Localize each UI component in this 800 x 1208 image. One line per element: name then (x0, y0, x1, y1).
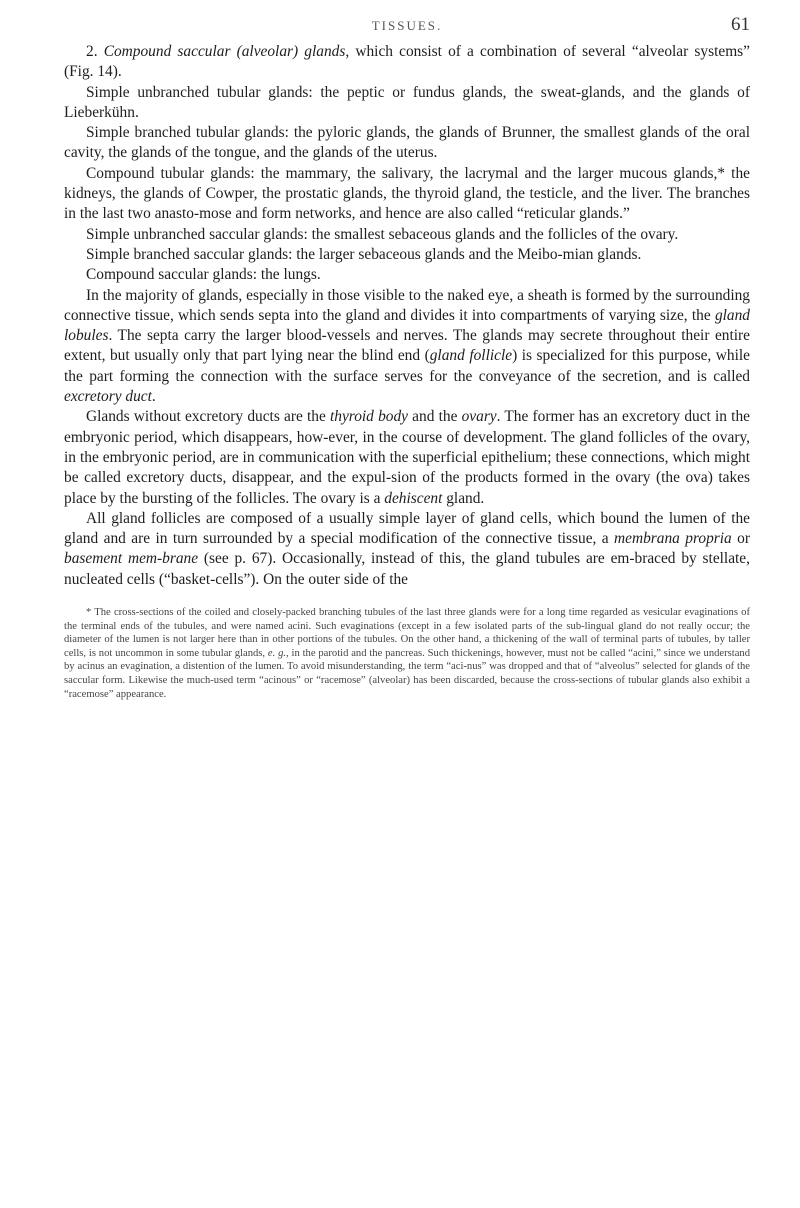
term-ovary: ovary (461, 408, 497, 426)
book-page (0, 8, 800, 1208)
footnote-text (64, 606, 750, 701)
page-number: 61 (731, 14, 750, 35)
term-eg: e. g. (267, 647, 287, 659)
gland-type-label: Compound tubular glands: (86, 164, 255, 182)
text-run: Glands without excretory ducts are the (86, 408, 330, 426)
item-term: Compound saccular (alveolar) glands (103, 43, 346, 60)
classification-item-2 (64, 42, 750, 83)
term-gland-follicle: gland follicle (429, 347, 513, 365)
gland-type-entry (64, 83, 750, 124)
gland-type-entry (64, 164, 750, 225)
gland-type-examples: the peptic or fundus glands, the sweat-glands, and the glands of Lieberkühn. (64, 83, 750, 121)
page-header (64, 8, 750, 42)
body-text (64, 42, 750, 590)
gland-type-label: Simple unbranched saccular glands: (86, 225, 308, 243)
paragraph-ductless-glands (64, 407, 750, 508)
text-run: All gland follicles are composed of a usually simple layer of gland cells, which bound the lumen of the gland and are in turn surrounded by a special modification of the connective tissue, a (64, 509, 750, 548)
item-text: , which consist of a combination of several “alveolar systems” (Fig. 14). (64, 43, 751, 81)
term-excretory-duct: excretory duct (64, 388, 152, 406)
text-run: or (731, 530, 750, 548)
gland-type-examples: the larger sebaceous glands and the Meibo-mian glands. (292, 245, 642, 263)
text-run: . The septa carry the larger blood-vessels and nerves. The glands may secrete throughout their entire extent, but usually only that part lying near the blind end ( (64, 327, 750, 365)
text-run: ) is specialized for this purpose, while the part forming the connection with the surface serves for the conveyance of the secretion, and is called (64, 347, 750, 385)
text-run: . (151, 388, 156, 406)
text-run: (see p. 67). Occasionally, instead of this, the gland tubules are em-braced by stellate, nucleated cells (“basket-cells”). On the outer side of the (64, 550, 750, 588)
gland-type-examples: the lungs. (256, 266, 321, 284)
text-run: gland. (442, 489, 485, 507)
paragraph-gland-lobules (64, 286, 750, 408)
gland-type-label: Simple branched tubular glands: (86, 124, 289, 142)
gland-type-examples: the mammary, the salivary, the lacrymal and the larger mucous glands,* the kidneys, the glands of Cowper, the prostatic glands, the thyroid gland, the testicle, and the liver. The branches in the last two anasto-mose and form networks, and hence are also called “reticular glands.” (64, 164, 750, 223)
gland-type-label: Simple branched saccular glands: (86, 245, 293, 263)
gland-type-examples: the smallest sebaceous glands and the follicles of the ovary. (307, 225, 679, 243)
gland-type-entry (64, 245, 750, 265)
gland-type-entry (64, 123, 750, 164)
text-run: In the majority of glands, especially in those visible to the naked eye, a sheath is formed by the surrounding connective tissue, which sends septa into the gland and divides it into compartments of varying size, the (64, 286, 750, 324)
gland-type-entry (64, 265, 750, 285)
term-thyroid-body: thyroid body (329, 408, 408, 426)
text-run: and the (407, 408, 462, 426)
gland-type-label: Simple unbranched tubular glands: (86, 83, 313, 101)
term-dehiscent: dehiscent (384, 489, 443, 507)
term-basement-membrane: basement mem-brane (64, 550, 199, 568)
term-gland-lobules: gland lobules (64, 306, 750, 345)
footnote (64, 606, 750, 701)
text-run: , in the parotid and the pancreas. Such thickenings, however, must not be called “acini,” since we understand by acinus an evagination, a distention of the lumen. To avoid misunderstanding, the term “aci-nus” was dropped and that of “alveolus” selected for glands of the saccular form. Likewise the much-used term “acinous” or “racemose” (alveolar) has been discarded, because the cross-sections of tubular glands also exhibit a “racemose” appearance. (64, 647, 751, 700)
text-run: . The former has an excretory duct in the embryonic period, which disappears, how-ever, in the course of development. The gland follicles of the ovary, in the embryonic period, are in communication with the superficial epithelium; these connections, which might be called excretory ducts, disappear, and the expul-sion of the products formed in the ovary (the ova) takes place by the bursting of the follicles. The ovary is a (64, 408, 750, 507)
gland-type-entry (64, 225, 750, 245)
paragraph-gland-follicles (64, 509, 750, 590)
running-head: TISSUES. (371, 18, 443, 33)
term-membrana-propria: membrana propria (614, 530, 732, 548)
gland-type-label: Compound saccular glands: (86, 266, 257, 284)
text-run: * The cross-sections of the coiled and closely-packed branching tubules of the last three glands were for a long time regarded as vesicular evaginations of the terminal ends of the tubules, and were named acini. Such evaginations (except in a few isolated parts of the sub-lingual gland do not really occur; the diameter of the lumen is not larger here than in other portions of the tubules. On the other hand, a thickening of the wall of terminal parts of tubules, by taller cells, is not uncommon in some tubular glands, (64, 607, 750, 659)
gland-type-examples: the pyloric glands, the glands of Brunner, the smallest glands of the oral cavity, the glands of the tongue, and the glands of the uterus. (64, 124, 750, 162)
item-number: 2. (86, 43, 98, 60)
